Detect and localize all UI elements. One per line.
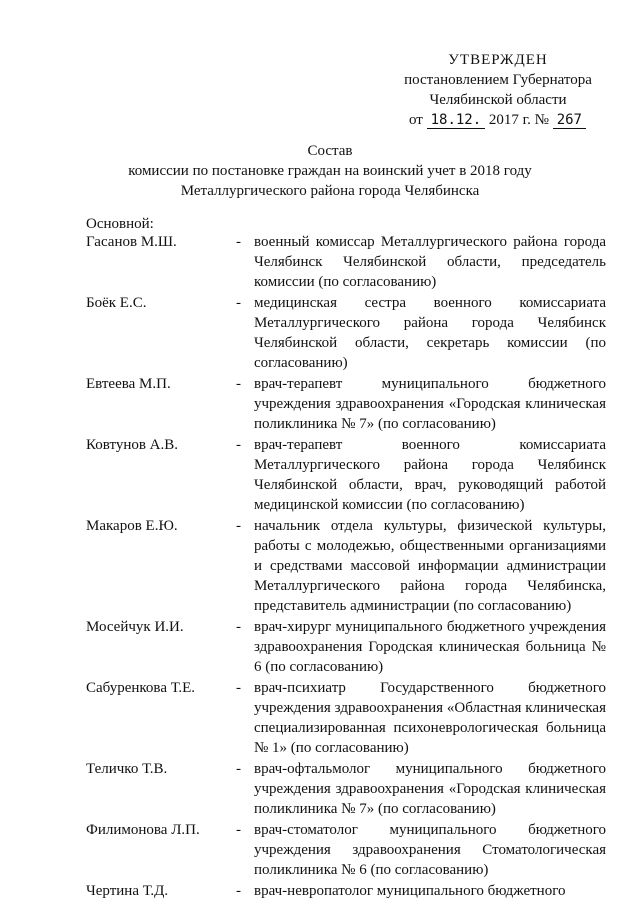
dash: -	[236, 619, 241, 635]
member-name: Макаров Е.Ю.	[86, 518, 178, 534]
approval-block	[390, 50, 606, 130]
list-item	[86, 759, 606, 819]
list-item	[86, 516, 606, 616]
member-role: медицинская сестра военного комиссариата Металлургического района города Челябинск Челябинской области, секретарь комиссии (по согласованию)	[254, 295, 606, 371]
member-name: Филимонова Л.П.	[86, 822, 200, 838]
list-item	[86, 293, 606, 373]
list-item	[86, 678, 606, 758]
list-item	[86, 617, 606, 677]
title-line-1: Состав	[307, 143, 353, 159]
list-item	[86, 881, 606, 901]
list-item	[86, 232, 606, 292]
dash: -	[236, 518, 241, 534]
dash: -	[236, 234, 241, 250]
members-list	[86, 232, 606, 902]
approval-line-1: постановлением Губернатора	[404, 72, 592, 88]
date-year: 2017 г. №	[488, 112, 549, 128]
title-line-3: Металлургического района города Челябинска	[180, 183, 480, 199]
approval-line-2: Челябинской области	[429, 92, 567, 108]
approval-date: 18.12.	[427, 112, 486, 129]
member-role: врач-стоматолог муниципального бюджетного учреждения здравоохранения Стоматологическая поликлиника № 6 (по согласованию)	[254, 822, 606, 878]
approval-date-line	[390, 110, 606, 130]
approval-heading: УТВЕРЖДЕН	[448, 52, 548, 68]
member-role: врач-невропатолог муниципального бюджетного	[254, 883, 566, 899]
member-role: врач-офтальмолог муниципального бюджетного учреждения здравоохранения «Городская клиническая поликлиника № 7» (по согласованию)	[254, 761, 606, 817]
dash: -	[236, 680, 241, 696]
list-item	[86, 374, 606, 434]
member-name: Сабуренкова Т.Е.	[86, 680, 196, 696]
dash: -	[236, 883, 241, 899]
dash: -	[236, 761, 241, 777]
member-role: врач-терапевт военного комиссариата Металлургического района города Челябинск Челябинской области, врач, руководящий работой медицинской комиссии (по согласованию)	[254, 437, 606, 513]
dash: -	[236, 295, 241, 311]
approval-number: 267	[553, 112, 586, 129]
member-name: Гасанов М.Ш.	[86, 234, 177, 250]
section-label: Основной:	[86, 216, 154, 232]
dash: -	[236, 822, 241, 838]
member-role: врач-терапевт муниципального бюджетного учреждения здравоохранения «Городская клиническая поликлиника № 7» (по согласованию)	[254, 376, 606, 432]
title-line-2: комиссии по постановке граждан на воинский учет в 2018 году	[128, 163, 532, 179]
list-item	[86, 820, 606, 880]
dash: -	[236, 376, 241, 392]
list-item	[86, 435, 606, 515]
member-name: Боёк Е.С.	[86, 295, 147, 311]
dash: -	[236, 437, 241, 453]
member-name: Евтеева М.П.	[86, 376, 171, 392]
member-role: военный комиссар Металлургического района города Челябинск Челябинской области, председатель комиссии (по согласованию)	[254, 234, 606, 290]
member-name: Ковтунов А.В.	[86, 437, 179, 453]
member-name: Теличко Т.В.	[86, 761, 168, 777]
date-prefix: от	[408, 112, 423, 128]
member-name: Чертина Т.Д.	[86, 883, 169, 899]
member-name: Мосейчук И.И.	[86, 619, 184, 635]
member-role: врач-психиатр Государственного бюджетного учреждения здравоохранения «Областная клиническая специализированная психоневрологическая больница № 1» (по согласованию)	[254, 680, 606, 756]
member-role: начальник отдела культуры, физической культуры, работы с молодежью, общественными организациями и средствами массовой информации администрации Металлургического района города Челябинска, представитель администрации (по согласованию)	[254, 518, 606, 614]
member-role: врач-хирург муниципального бюджетного учреждения здравоохранения Городская клиническая больница № 6 (по согласованию)	[254, 619, 606, 675]
document-title	[60, 141, 600, 201]
